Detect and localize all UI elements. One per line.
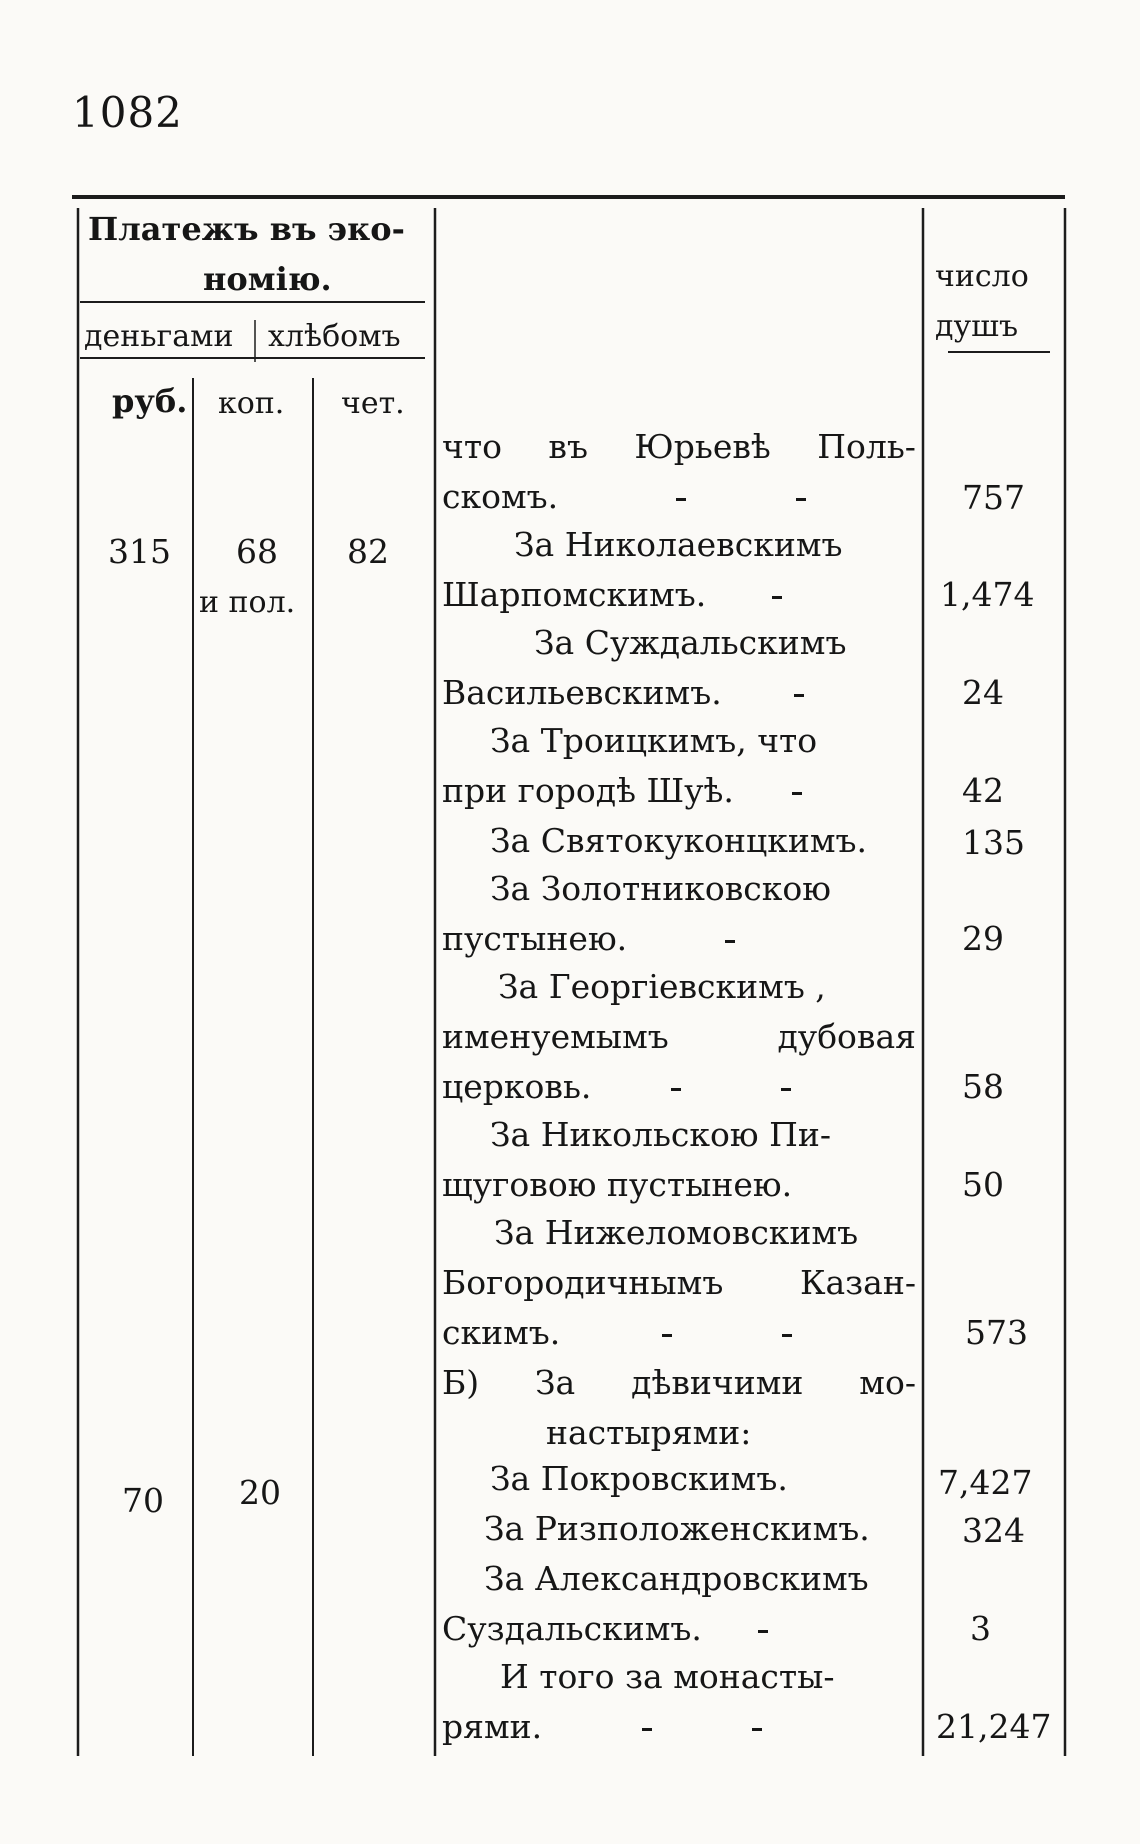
kop-header: коп. bbox=[218, 386, 285, 421]
leader-dash bbox=[662, 1334, 672, 1337]
chet-value: 82 bbox=[347, 532, 389, 571]
leader-dash bbox=[782, 1334, 792, 1337]
entry-line: За Нижеломовскимъ bbox=[494, 1213, 859, 1252]
leader-dash bbox=[796, 498, 806, 501]
entry-line: За Святокуконцкимъ. bbox=[490, 821, 868, 860]
entry-line: скомъ. bbox=[442, 477, 559, 516]
entry-line: Васильевскимъ. bbox=[442, 673, 722, 712]
rub-value: 315 bbox=[108, 532, 171, 571]
entry-line: Б) За дѣвичими мо- bbox=[442, 1363, 916, 1402]
leader-dash bbox=[676, 498, 686, 501]
entry-line: именуемымъ дубовая bbox=[442, 1017, 916, 1056]
payment-title-line1: Платежъ въ эко- bbox=[88, 210, 405, 248]
entry-line: За Суждальскимъ bbox=[534, 623, 847, 662]
entry-line: За Георгіевскимъ , bbox=[498, 967, 826, 1006]
entry-line: Шарпомскимъ. bbox=[442, 575, 707, 614]
leader-dash bbox=[772, 596, 782, 599]
entry-line: За Золотниковскою bbox=[490, 869, 832, 908]
chet-header: чет. bbox=[341, 386, 405, 421]
leader-dash bbox=[752, 1728, 762, 1731]
leader-dash bbox=[781, 1088, 791, 1091]
souls-value: 50 bbox=[962, 1165, 1004, 1204]
entry-line: За Троицкимъ, что bbox=[490, 721, 818, 760]
page-number: 1082 bbox=[72, 88, 183, 137]
entry-line: что въ Юрьевѣ Поль- bbox=[442, 427, 916, 466]
entry-line: За Ризположенскимъ. bbox=[484, 1509, 870, 1548]
entry-line: И того за монасты- bbox=[500, 1657, 835, 1696]
kop-value: 20 bbox=[239, 1473, 281, 1512]
leader-dash bbox=[792, 792, 802, 795]
entry-line: пустынею. bbox=[442, 919, 628, 958]
souls-value: 573 bbox=[965, 1313, 1028, 1352]
leader-dash bbox=[642, 1728, 652, 1731]
souls-value: 58 bbox=[962, 1067, 1004, 1106]
leader-dash bbox=[725, 940, 735, 943]
entry-line: За Александровскимъ bbox=[484, 1559, 869, 1598]
entry-line: Суздальскимъ. bbox=[442, 1609, 702, 1648]
kop-note: и пол. bbox=[199, 585, 296, 620]
entry-line: скимъ. bbox=[442, 1313, 561, 1352]
souls-header-line2: душъ bbox=[935, 309, 1019, 344]
souls-total: 21,247 bbox=[936, 1707, 1052, 1746]
entry-line: при городѣ Шуѣ. bbox=[442, 771, 734, 810]
leader-dash bbox=[671, 1088, 681, 1091]
entry-line: рями. bbox=[442, 1707, 543, 1746]
souls-value: 24 bbox=[962, 673, 1004, 712]
souls-value: 324 bbox=[962, 1511, 1025, 1550]
entry-line: За Никольскою Пи- bbox=[490, 1115, 832, 1154]
rub-header: руб. bbox=[112, 382, 188, 420]
entry-line: церковь. bbox=[442, 1067, 592, 1106]
souls-value: 3 bbox=[970, 1609, 991, 1648]
entry-line: Богородичнымъ Казан- bbox=[442, 1263, 916, 1302]
entry-line: настырями: bbox=[546, 1413, 752, 1452]
souls-header-line1: число bbox=[935, 259, 1029, 294]
entry-line: щуговою пустынею. bbox=[442, 1165, 793, 1204]
souls-value: 42 bbox=[962, 771, 1004, 810]
leader-dash bbox=[794, 694, 804, 697]
souls-value: 7,427 bbox=[938, 1463, 1033, 1502]
entry-line: За Николаевскимъ bbox=[514, 525, 843, 564]
payment-title-line2: номію. bbox=[203, 260, 332, 298]
entry-line: За Покровскимъ. bbox=[490, 1459, 788, 1498]
souls-value: 757 bbox=[962, 478, 1025, 517]
souls-value: 29 bbox=[962, 919, 1004, 958]
rub-value: 70 bbox=[122, 1481, 164, 1520]
souls-value: 1,474 bbox=[940, 575, 1035, 614]
leader-dash bbox=[758, 1630, 768, 1633]
money-header: деньгами bbox=[84, 319, 234, 354]
grain-header: хлѣбомъ bbox=[268, 319, 401, 354]
souls-value: 135 bbox=[962, 823, 1025, 862]
kop-value: 68 bbox=[236, 532, 278, 571]
